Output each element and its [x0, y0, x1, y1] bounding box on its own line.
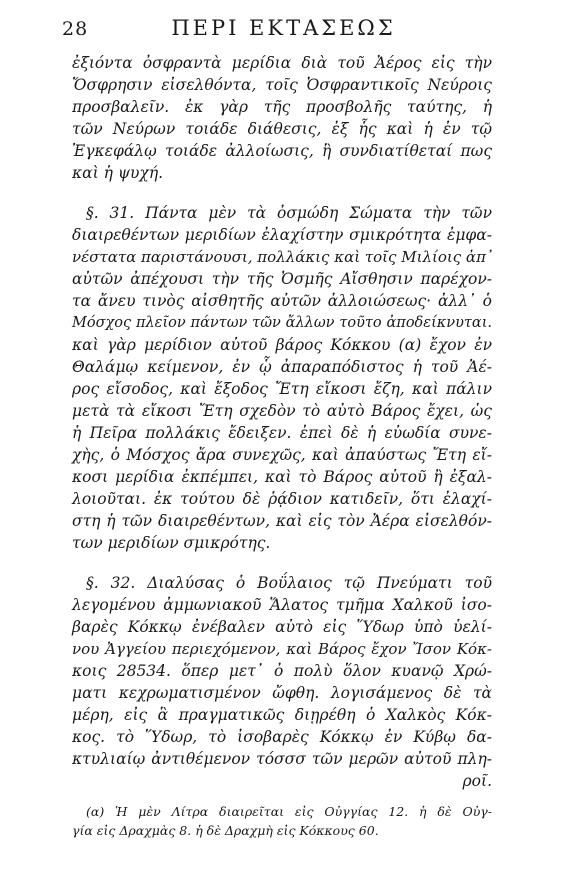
text-line: χὴς, ὁ Μόσχος ἄρα συνεχῶς, καὶ ἀπαύστως Ἔτη εἴ- [72, 446, 492, 464]
paragraph-continuation [72, 52, 492, 184]
footnote [72, 802, 492, 840]
text-line: ροῖ. [462, 772, 492, 790]
text-line: κτυλιαίῳ ἀντιθέμενον τόσσσ τῶν μερῶν αὐτοῦ πλη- [72, 750, 492, 768]
running-head: ΠΕΡΙ ΕΚΤΑΣΕΩΣ [171, 16, 396, 40]
text-line: Ἐγκεφάλῳ τοιάδε ἀλλοίωσις, ἣ συνδιατίθεταί πως [72, 142, 492, 160]
text-line: ρος εἴσοδος, καὶ ἔξοδος Ἔτη εἴκοσι ἔζη, καὶ πάλιν [72, 380, 492, 398]
text-line: Θαλάμῳ κείμενον, ἐν ᾧ ἀπαραπόδιστος ἡ τοῦ Ἀέ- [72, 358, 492, 376]
paragraph-31 [72, 202, 492, 554]
text-line: προσβαλεῖν. ἐκ γὰρ τῆς προσβολῆς ταύτης, ἡ [72, 98, 492, 116]
text-line: στη ἡ τῶν διαιρεθέντων, καὶ εἰς τὸν Ἀέρα εἰσελθόν- [72, 512, 492, 530]
page-body [72, 52, 492, 840]
text-line: αὐτῶν ἀπέχουσι τὴν τῆς Ὀσμῆς Αἴσθησιν παρέχον- [72, 270, 492, 288]
footnote-line: (α) Ἡ μὲν Λίτρα διαιρεῖται εἰς Οὐγγίας 12. ἡ δὲ Οὐγ- [86, 804, 492, 819]
text-line: ἡ Πεῖρα πολλάκις ἔδειξεν. ἐπεὶ δὲ ἡ εὐωδία συνε- [72, 424, 492, 442]
paragraph-32 [72, 572, 492, 792]
text-line: βαρὲς Κόκκῳ ἐνέβαλεν αὐτὸ εἰς Ὕδωρ ὑπὸ ὑελί- [72, 618, 492, 636]
page-header [0, 14, 567, 44]
footnote-line: γία εἰς Δραχμὰς 8. ἡ δὲ Δραχμὴ εἰς Κόκκους 60. [72, 823, 379, 838]
text-line: λοιοῦται. ἐκ τούτου δὲ ῥᾴδιον κατιδεῖν, ὅτι ἐλαχί- [72, 490, 492, 508]
text-line: μετὰ τὰ εἴκοσι Ἔτη σχεδὸν τὸ αὐτὸ Βάρος ἔχει, ὡς [72, 402, 492, 420]
text-line: Ὄσφρησιν εἰσελθόντα, τοῖς Ὀσφραντικοῖς Νεύροις [72, 76, 492, 94]
text-line: καὶ γὰρ μερίδιον αὐτοῦ βάρος Κόκκου (α) ἔχον ἐν [72, 336, 492, 354]
text-line: διαιρεθέντων μεριδίων ἐλαχίστην σμικρότητα ἐμφα- [72, 226, 492, 244]
text-line: τῶν Νεύρων τοιάδε διάθεσις, ἐξ ἧς καὶ ἡ ἐν τῷ [72, 120, 492, 138]
text-line: κοις 28534. ὅπερ μετ᾽ ὀ πολὺ ὅλον κυανῷ Χρώ- [72, 662, 492, 680]
text-line: §. 32. Διαλύσας ὁ Βοΰλαιος τῷ Πνεύματι τοῦ [86, 574, 492, 592]
text-line: κοσι μερίδια ἐκπέμπει, καὶ τὸ Βάρος αὐτοῦ ἢ ἐξαλ- [72, 468, 492, 486]
page-number: 28 [62, 18, 89, 40]
text-line: λεγομένου ἀμμωνιακοῦ Ἅλατος τμῆμα Χαλκοῦ ἰσο- [72, 596, 492, 614]
text-line: ἐξιόντα ὀσφραντὰ μερίδια διὰ τοῦ Ἀέρος εἰς τὴν [72, 54, 492, 72]
text-line: καὶ ἡ ψυχή. [72, 164, 164, 182]
text-line: μέρη, εἰς ἃ πραγματικῶς διῃρέθη ὁ Χαλκὸς Κόκ- [72, 706, 492, 724]
text-line: κος. τὸ Ὕδωρ, τὸ ἰσοβαρὲς Κόκκῳ ἐν Κύβῳ δα- [72, 728, 492, 746]
text-line: Μόσχος πλεῖον πάντων τῶν ἄλλων τοῦτο ἀποδείκνυται. [72, 315, 492, 331]
text-line: νου Ἀγγείου περιεχόμενον, καὶ Βάρος ἔχον Ἴσον Κόκ- [72, 640, 492, 658]
text-line: νέστατα παριστάνουσι, πολλάκις καὶ τοῖς Μιλίοις ἀπ᾽ [72, 248, 494, 266]
text-line: τα ἄνευ τινὸς αἰσθητῆς αὐτῶν ἀλλοιώσεως· ἀλλ᾽ ὁ [72, 292, 492, 310]
text-line: ματι κεχρωματισμένον ὤφθη. λογισάμενος δὲ τὰ [72, 684, 492, 702]
text-line: §. 31. Πάντα μὲν τὰ ὀσμώδη Σώματα τὴν τῶν [86, 204, 492, 222]
text-line: των μεριδίων σμικρότης. [72, 534, 271, 552]
